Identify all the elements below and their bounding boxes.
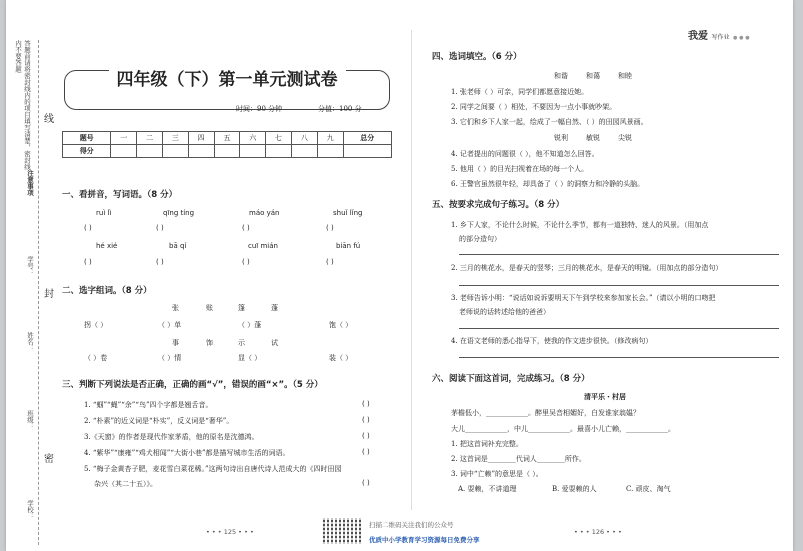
cell: 一 (111, 132, 137, 145)
exercise-item: 的部分造句） (459, 235, 501, 243)
choice-char: 事 (172, 339, 179, 347)
promo-text: 优质中小学教育学习资源每日免费分享 (369, 536, 480, 544)
option-a[interactable]: A. 耍赖，不讲道理 (458, 485, 517, 493)
exercise-item: 1. 乡下人家，不论什么时候，不论什么季节，都有一道独特、迷人的风景。（用加点 (451, 221, 709, 229)
brand-logo: 我爱 写作业 ● ● ● (688, 31, 750, 42)
cell: 八 (291, 132, 317, 145)
s6-heading: 六、阅读下面这首词，完成练习。（8 分） (432, 374, 590, 384)
blank[interactable]: ( ) (84, 224, 92, 232)
logo-sub: 写作业 (711, 34, 730, 41)
cell: 七 (266, 132, 292, 145)
word-choice: 和蔼 (586, 72, 600, 80)
judge-item-cont: 杂兴（其二十五）》。 (94, 480, 157, 488)
cell: 总分 (343, 132, 391, 145)
judge-item: 1. “蝈”“蝇”“余”“鸟”四个字都是翘舌音。 (84, 401, 213, 409)
seal-char-3: 密 (44, 454, 54, 465)
score-table (62, 131, 392, 158)
poem-question: 1. 把这首词补充完整。 (451, 440, 523, 448)
qr-caption: 扫描二维码关注我们的公众号 (369, 521, 454, 529)
answer-line[interactable] (459, 254, 779, 255)
s4-heading: 四、选词填空。（6 分） (432, 52, 522, 62)
choice-char: 蓬 (271, 304, 278, 312)
poem-line[interactable]: 大儿____________，中儿____________。最喜小儿亡赖，____________。 (451, 425, 675, 433)
choice-char: 账 (206, 304, 213, 312)
fill-item[interactable]: （ ）卷 (84, 354, 108, 362)
page-number-left: • • • 125 • • • (206, 528, 254, 536)
score-cell[interactable] (317, 145, 343, 158)
answer-line[interactable] (459, 285, 779, 286)
choice-char: 饰 (206, 339, 213, 347)
s5-heading: 五、按要求完成句子练习。（8 分） (432, 200, 565, 210)
score-cell[interactable] (343, 145, 391, 158)
choice-char: 张 (172, 304, 179, 312)
cell: 六 (240, 132, 266, 145)
s3-heading: 三、判断下列说法是否正确，正确的画“√”，错误的画“×”。（5 分） (62, 380, 323, 390)
page-title: 四年级（下）第一单元测试卷 (109, 70, 346, 90)
logo-main: 我爱 (688, 31, 708, 42)
blank[interactable]: ( ) (242, 258, 250, 266)
score-cell[interactable] (188, 145, 214, 158)
score-cell[interactable] (162, 145, 188, 158)
judge-item: 4. “紫华”“康雍”“鸡犬相闻”“大街小巷”都是描写城市生活的词语。 (84, 449, 290, 457)
word-choice: 尖锐 (618, 134, 632, 142)
fill-item[interactable]: （ ）蓬 (238, 321, 262, 329)
fill-item[interactable]: 饱（ ） (329, 321, 353, 329)
word-choice: 和谐 (554, 72, 568, 80)
notice-text: 答题前请将密封线内的项目填写清楚，密封线内不要答题 (14, 40, 31, 170)
blank[interactable]: ( ) (326, 258, 334, 266)
judge-mark[interactable]: ( ) (362, 416, 370, 424)
fill-item[interactable]: 显（ ） (238, 354, 262, 362)
judge-item: 2. “朴素”的近义词是“朴实”，反义词是“奢华”。 (84, 417, 234, 425)
pinyin: qīng tíng (163, 209, 195, 217)
fill-sentence[interactable]: 3. 它们和乡下人家一起，绘成了一幅自然、（ ）的田园风景画。 (451, 118, 648, 126)
poem-question[interactable]: 3. 词中“亡赖”的意思是（ ）。 (451, 470, 543, 478)
cell: 三 (162, 132, 188, 145)
judge-mark[interactable]: ( ) (362, 448, 370, 456)
fill-sentence[interactable]: 4. 记者提出的问题很（ ），他不知道怎么回答。 (451, 150, 599, 158)
time-label: 时间：90 分钟 (236, 105, 283, 113)
poem-question[interactable]: 2. 这首词是________代词人________所作。 (451, 455, 586, 463)
cell: 九 (317, 132, 343, 145)
exercise-item: 2. 三月的桃花水，是春天的竖琴；三月的桃花水，是春天的明镜。（用加点的部分造句） (451, 264, 723, 272)
qr-code[interactable] (323, 518, 361, 544)
seal-char-1: 线 (44, 114, 54, 125)
score-cell[interactable] (111, 145, 137, 158)
page-divider (411, 30, 412, 510)
blank[interactable]: ( ) (156, 258, 164, 266)
word-choice: 敏锐 (586, 134, 600, 142)
cell: 四 (188, 132, 214, 145)
exam-sheet (6, 0, 793, 551)
pinyin: shuǐ lǐng (333, 209, 363, 217)
blank[interactable]: ( ) (84, 258, 92, 266)
pinyin: ruì lì (96, 209, 112, 217)
id-label: 学号： (26, 256, 34, 276)
score-cell[interactable] (240, 145, 266, 158)
fill-sentence[interactable]: 1. 张老师（ ）可亲，同学们都愿意接近她。 (451, 88, 589, 96)
option-b[interactable]: B. 爱耍赖的人 (552, 485, 597, 493)
school-label: 学校： (26, 500, 34, 520)
fill-item[interactable]: 装（ ） (329, 354, 353, 362)
cell: 题号 (63, 132, 111, 145)
judge-item: 5. “梅子金黄杏子肥，麦花雪白菜花稀。”这两句诗出自唐代诗人范成大的《四时田园 (84, 465, 342, 473)
blank[interactable]: ( ) (242, 224, 250, 232)
option-c[interactable]: C. 顽皮、淘气 (626, 485, 671, 493)
seal-char-2: 封 (44, 289, 54, 300)
cell: 得分 (63, 145, 111, 158)
word-choice: 锐利 (554, 134, 568, 142)
judge-mark[interactable]: ( ) (362, 479, 370, 487)
fill-sentence[interactable]: 2. 同学之间要（ ）相处，不要因为一点小事就吵架。 (451, 103, 617, 111)
cell: 五 (214, 132, 240, 145)
choice-char: 示 (238, 339, 245, 347)
score-cell[interactable] (266, 145, 292, 158)
class-label: 班级： (26, 410, 34, 430)
poem-title: 清平乐・村居 (584, 393, 626, 401)
choice-char: 篷 (238, 304, 245, 312)
word-choice: 和睦 (618, 72, 632, 80)
cell: 二 (137, 132, 163, 145)
judge-mark[interactable]: ( ) (362, 432, 370, 440)
score-cell[interactable] (291, 145, 317, 158)
answer-line[interactable] (459, 357, 779, 358)
exercise-item: 4. 在语文老师的悉心指导下，使我的作文进步很快。（修改病句） (451, 337, 653, 345)
s1-heading: 一、看拼音，写词语。（8 分） (62, 190, 178, 200)
judge-item: 3.《天窗》的作者是现代作家茅盾，他的原名是沈德鸿。 (84, 433, 259, 441)
fill-sentence[interactable]: 6. 王警官虽然很年轻，却具备了（ ）的洞察力和冷静的头脑。 (451, 180, 645, 188)
pinyin: biān fú (336, 242, 361, 250)
fill-sentence[interactable]: 5. 他用（ ）的目光扫视着在场的每一个人。 (451, 165, 589, 173)
pinyin: cuī mián (248, 242, 278, 250)
score-label: 分值：100 分 (318, 105, 362, 113)
exercise-item: 3. 老师告诉小明：“说话如说诉要明天下午到学校来参加家长会。”（请以小明的口吻把 (451, 294, 716, 302)
fill-item[interactable]: 拐（ ） (84, 321, 108, 329)
page-number-right: • • • 126 • • • (574, 528, 622, 536)
pinyin: bā qí (169, 242, 187, 250)
score-cell[interactable] (214, 145, 240, 158)
fill-item[interactable]: （ ）情 (158, 354, 182, 362)
pinyin: máo yán (249, 209, 280, 217)
exercise-item: 老师说的话转述给他的爸爸） (459, 308, 550, 316)
pinyin: hé xié (96, 242, 118, 250)
poem-line[interactable]: 茅檐低小，____________。醉里吴音相媚好，白发谁家翁媪？ (451, 409, 640, 417)
choice-char: 试 (271, 339, 278, 347)
judge-mark[interactable]: ( ) (362, 400, 370, 408)
blank[interactable]: ( ) (156, 224, 164, 232)
blank[interactable]: ( ) (326, 224, 334, 232)
s2-heading: 二、选字组词。（8 分） (62, 286, 152, 296)
answer-line[interactable] (459, 328, 779, 329)
seal-line (38, 40, 39, 545)
fill-item[interactable]: （ ）单 (158, 321, 182, 329)
name-label: 姓名： (26, 332, 34, 352)
notice-label: 注意事项 (26, 170, 34, 196)
score-cell[interactable] (137, 145, 163, 158)
